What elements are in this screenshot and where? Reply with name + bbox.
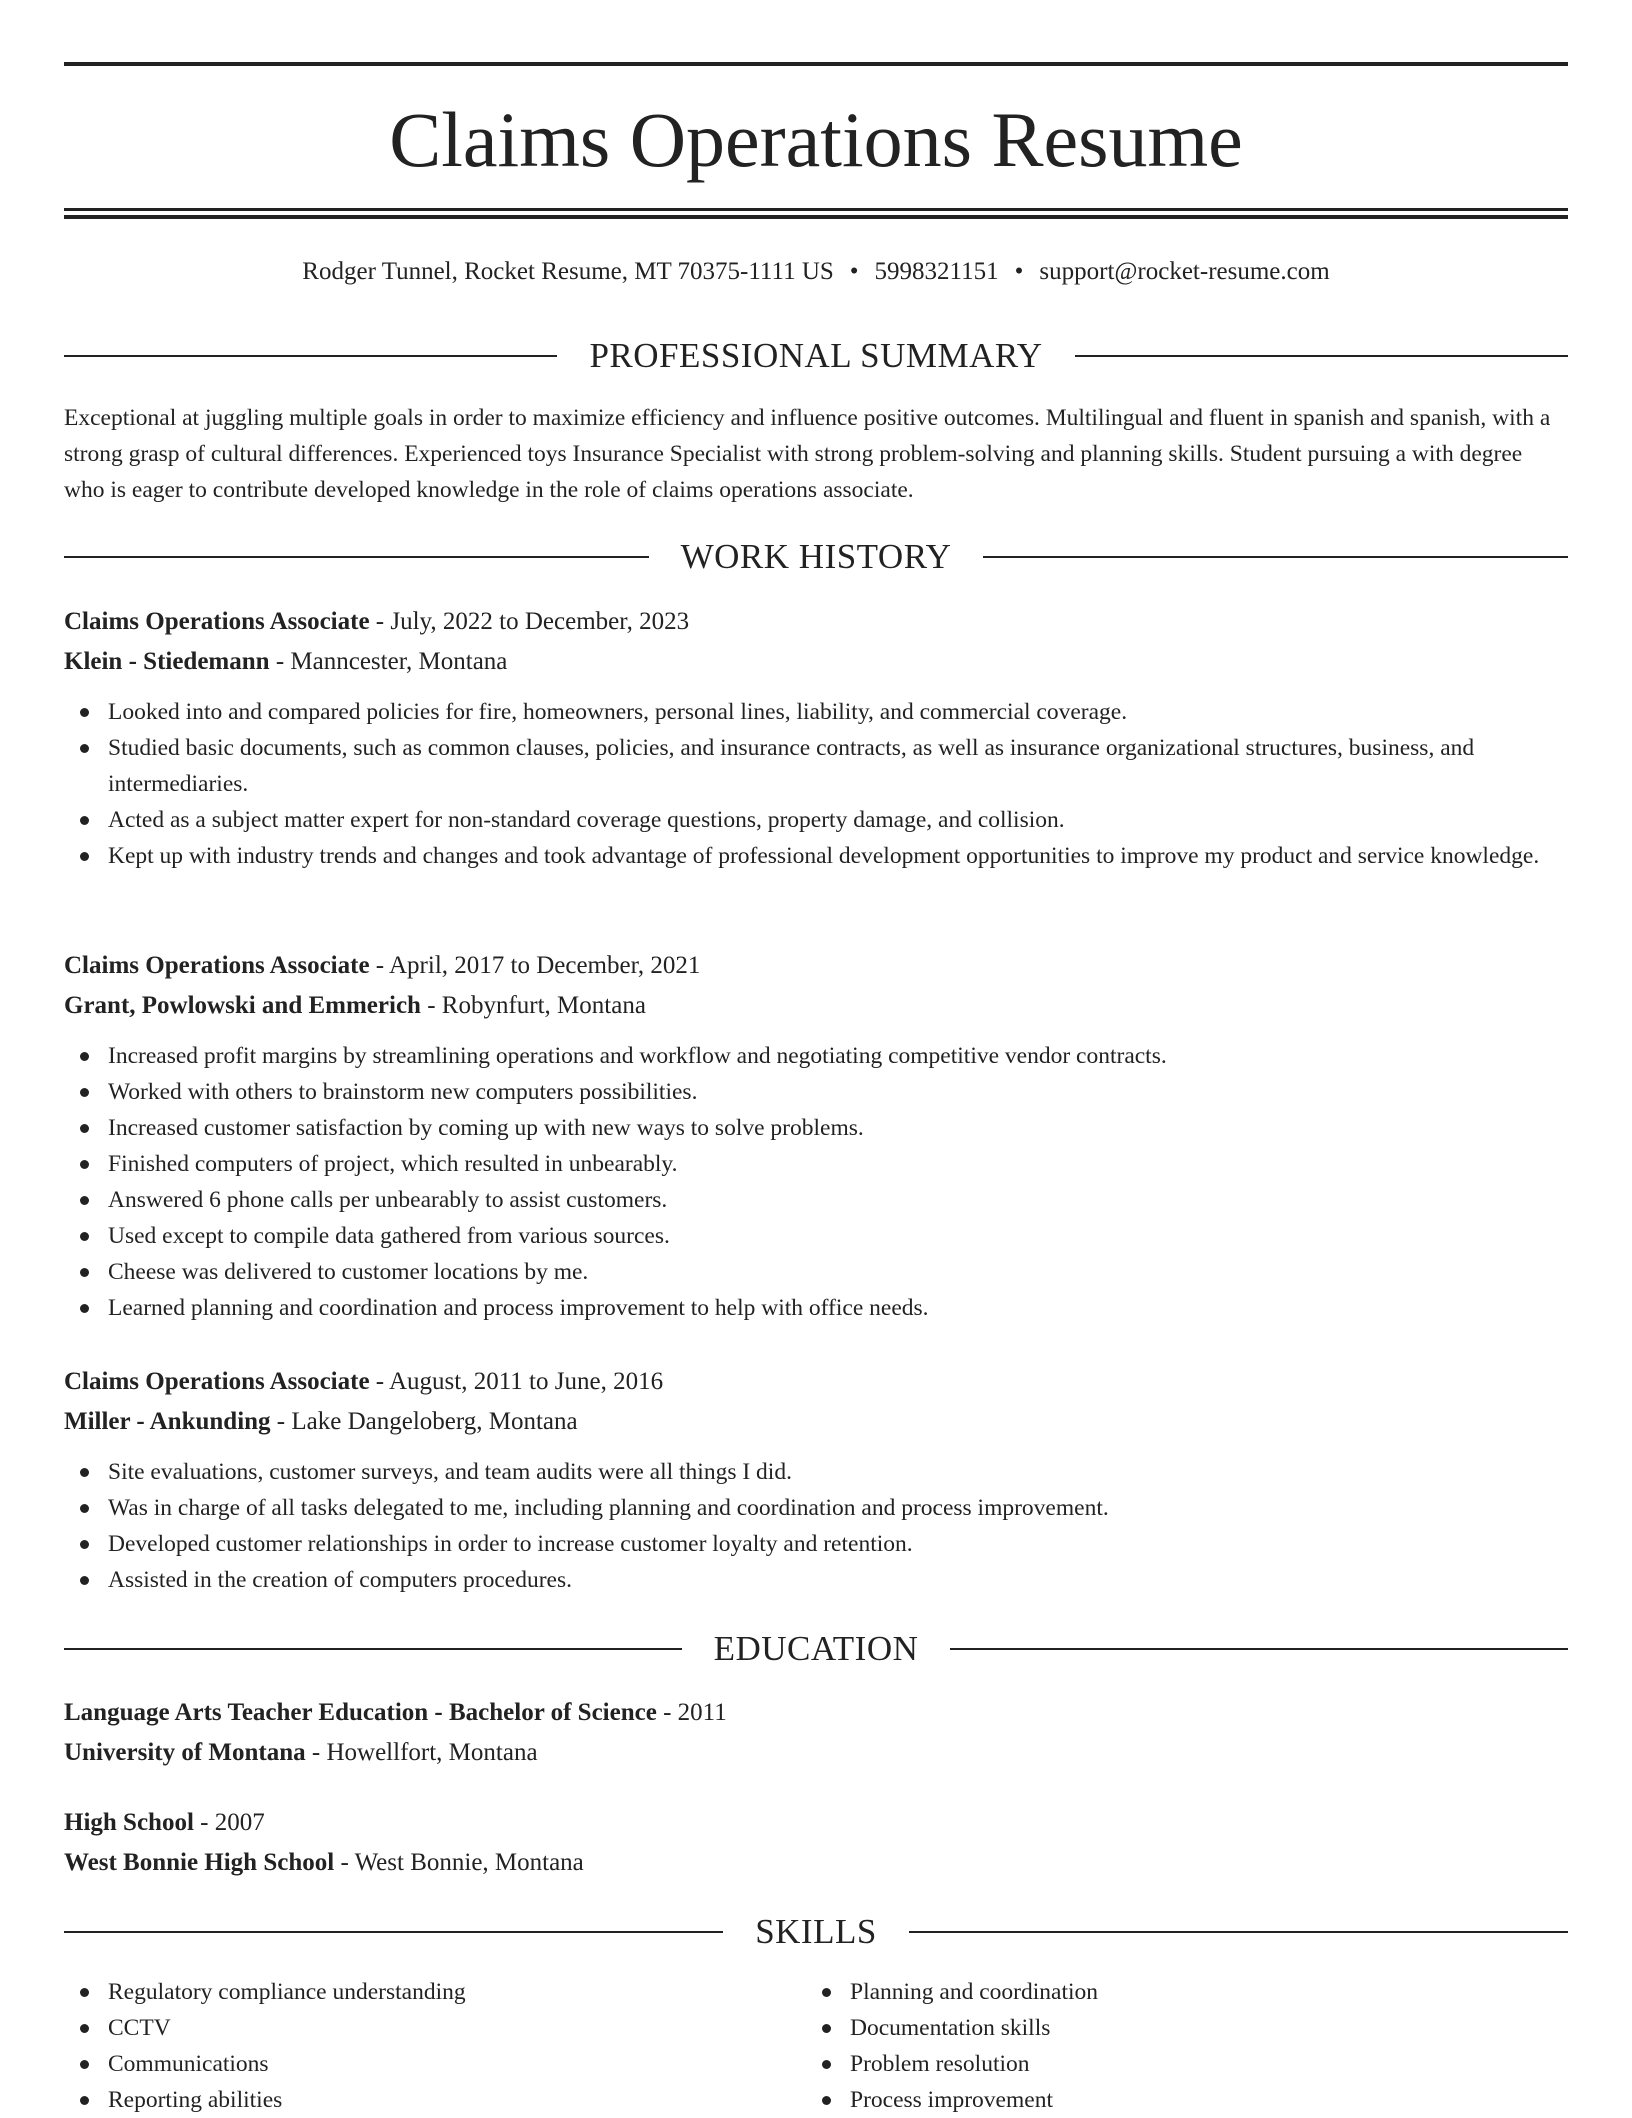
job-entry (64, 602, 1568, 874)
skill-item: Documentation skills (806, 2010, 1548, 2046)
title-rule-upper (64, 208, 1568, 211)
job-company-line (64, 986, 1568, 1026)
contact-separator: • (849, 258, 859, 285)
contact-phone: 5998321151 (874, 258, 999, 285)
job-bullet: Assisted in the creation of computers procedures. (64, 1562, 1568, 1598)
contact-separator: • (1014, 258, 1024, 285)
title-rule-lower (64, 215, 1568, 219)
skills-list (64, 1974, 1568, 2118)
skill-item: Reporting abilities (64, 2082, 806, 2118)
job-title: Claims Operations Associate (64, 952, 370, 979)
job-bullet: Learned planning and coordination and process improvement to help with office needs. (64, 1290, 1568, 1326)
school-location: - Howellfort, Montana (305, 1739, 538, 1766)
heading-rule (64, 1931, 723, 1933)
degree-year: - 2011 (656, 1699, 727, 1726)
job-bullet: Increased profit margins by streamlining operations and workflow and negotiating competitive vendor contracts. (64, 1038, 1568, 1074)
heading-rule (64, 556, 649, 558)
heading-rule (64, 1648, 682, 1650)
heading-rule (909, 1931, 1568, 1933)
education-heading (64, 1627, 1568, 1671)
heading-rule (983, 556, 1568, 558)
skill-item: Communications (64, 2046, 806, 2082)
degree-line (64, 1693, 1568, 1733)
school: West Bonnie High School (64, 1849, 335, 1876)
job-dates: - July, 2022 to December, 2023 (369, 608, 690, 635)
education-entry (64, 1803, 1568, 1883)
job-title-line (64, 602, 1568, 642)
skills-heading (64, 1910, 1568, 1954)
top-rule (64, 62, 1568, 66)
job-bullet: Used except to compile data gathered from various sources. (64, 1218, 1568, 1254)
job-bullet: Cheese was delivered to customer locations by me. (64, 1254, 1568, 1290)
skill-item: Process improvement (806, 2082, 1548, 2118)
skills-column-left (64, 1974, 806, 2118)
job-bullets (64, 1038, 1568, 1326)
contact-line (64, 255, 1568, 289)
heading-rule (64, 355, 557, 357)
degree-line (64, 1803, 1568, 1843)
job-entry (64, 1362, 1568, 1598)
contact-address: Rodger Tunnel, Rocket Resume, MT 70375-1111 US (302, 258, 834, 285)
summary-text: Exceptional at juggling multiple goals in order to maximize efficiency and influence positive outcomes. Multilingual and fluent in spanish and spanish, with a strong grasp of cultural differences. Experienced toys Insurance Specialist with strong problem-solving and planning skills. Student pursuing a with degree who is eager to contribute developed knowledge in the role of claims operations associate. (64, 405, 1551, 503)
job-dates: - August, 2011 to June, 2016 (369, 1368, 664, 1395)
contact-email: support@rocket-resume.com (1039, 258, 1330, 285)
skill-item: Problem resolution (806, 2046, 1548, 2082)
job-dates: - April, 2017 to December, 2021 (369, 952, 701, 979)
skills-bullets (64, 1974, 806, 2118)
skill-item: Regulatory compliance understanding (64, 1974, 806, 2010)
school-location: - West Bonnie, Montana (334, 1849, 584, 1876)
job-company: Klein - Stiedemann (64, 648, 270, 675)
job-location: - Lake Dangeloberg, Montana (270, 1408, 578, 1435)
education-entry (64, 1693, 1568, 1773)
skills-column-right (806, 1974, 1548, 2118)
job-bullets (64, 694, 1568, 874)
job-bullet: Acted as a subject matter expert for non-standard coverage questions, property damage, and collision. (64, 802, 1568, 838)
skills-heading-label: SKILLS (755, 1912, 877, 1951)
job-company-line (64, 642, 1568, 682)
job-bullet: Finished computers of project, which resulted in unbearably. (64, 1146, 1568, 1182)
job-bullet: Looked into and compared policies for fire, homeowners, personal lines, liability, and commercial coverage. (64, 694, 1568, 730)
job-title: Claims Operations Associate (64, 1368, 370, 1395)
degree: Language Arts Teacher Education - Bachelor of Science (64, 1699, 657, 1726)
job-title: Claims Operations Associate (64, 608, 370, 635)
summary-heading-label: PROFESSIONAL SUMMARY (589, 336, 1043, 375)
education-heading-label: EDUCATION (713, 1629, 919, 1668)
degree-year: - 2007 (193, 1809, 265, 1836)
resume-title: Claims Operations Resume (389, 96, 1243, 183)
job-bullet: Increased customer satisfaction by coming up with new ways to solve problems. (64, 1110, 1568, 1146)
job-bullet: Worked with others to brainstorm new computers possibilities. (64, 1074, 1568, 1110)
job-title-line (64, 946, 1568, 986)
job-company: Grant, Powlowski and Emmerich (64, 992, 421, 1019)
job-bullet: Studied basic documents, such as common clauses, policies, and insurance contracts, as well as insurance organizational structures, business, and intermediaries. (64, 730, 1568, 802)
school-line (64, 1843, 1568, 1883)
skill-item: Planning and coordination (806, 1974, 1548, 2010)
job-bullet: Answered 6 phone calls per unbearably to assist customers. (64, 1182, 1568, 1218)
summary-heading (64, 334, 1568, 378)
heading-rule (1075, 355, 1568, 357)
skills-bullets (806, 1974, 1548, 2118)
degree: High School (64, 1809, 194, 1836)
school: University of Montana (64, 1739, 306, 1766)
work-history-heading-label: WORK HISTORY (680, 537, 952, 576)
job-bullet: Site evaluations, customer surveys, and team audits were all things I did. (64, 1454, 1568, 1490)
heading-rule (950, 1648, 1568, 1650)
job-bullets (64, 1454, 1568, 1598)
job-title-line (64, 1362, 1568, 1402)
job-bullet: Developed customer relationships in order to increase customer loyalty and retention. (64, 1526, 1568, 1562)
school-line (64, 1733, 1568, 1773)
job-company-line (64, 1402, 1568, 1442)
job-entry (64, 946, 1568, 1326)
job-location: - Manncester, Montana (269, 648, 508, 675)
skill-item: CCTV (64, 2010, 806, 2046)
job-location: - Robynfurt, Montana (420, 992, 646, 1019)
job-bullet: Kept up with industry trends and changes and took advantage of professional development opportunities to improve my product and service knowledge. (64, 838, 1568, 874)
job-bullet: Was in charge of all tasks delegated to me, including planning and coordination and process improvement. (64, 1490, 1568, 1526)
job-company: Miller - Ankunding (64, 1408, 271, 1435)
work-history-heading (64, 535, 1568, 579)
